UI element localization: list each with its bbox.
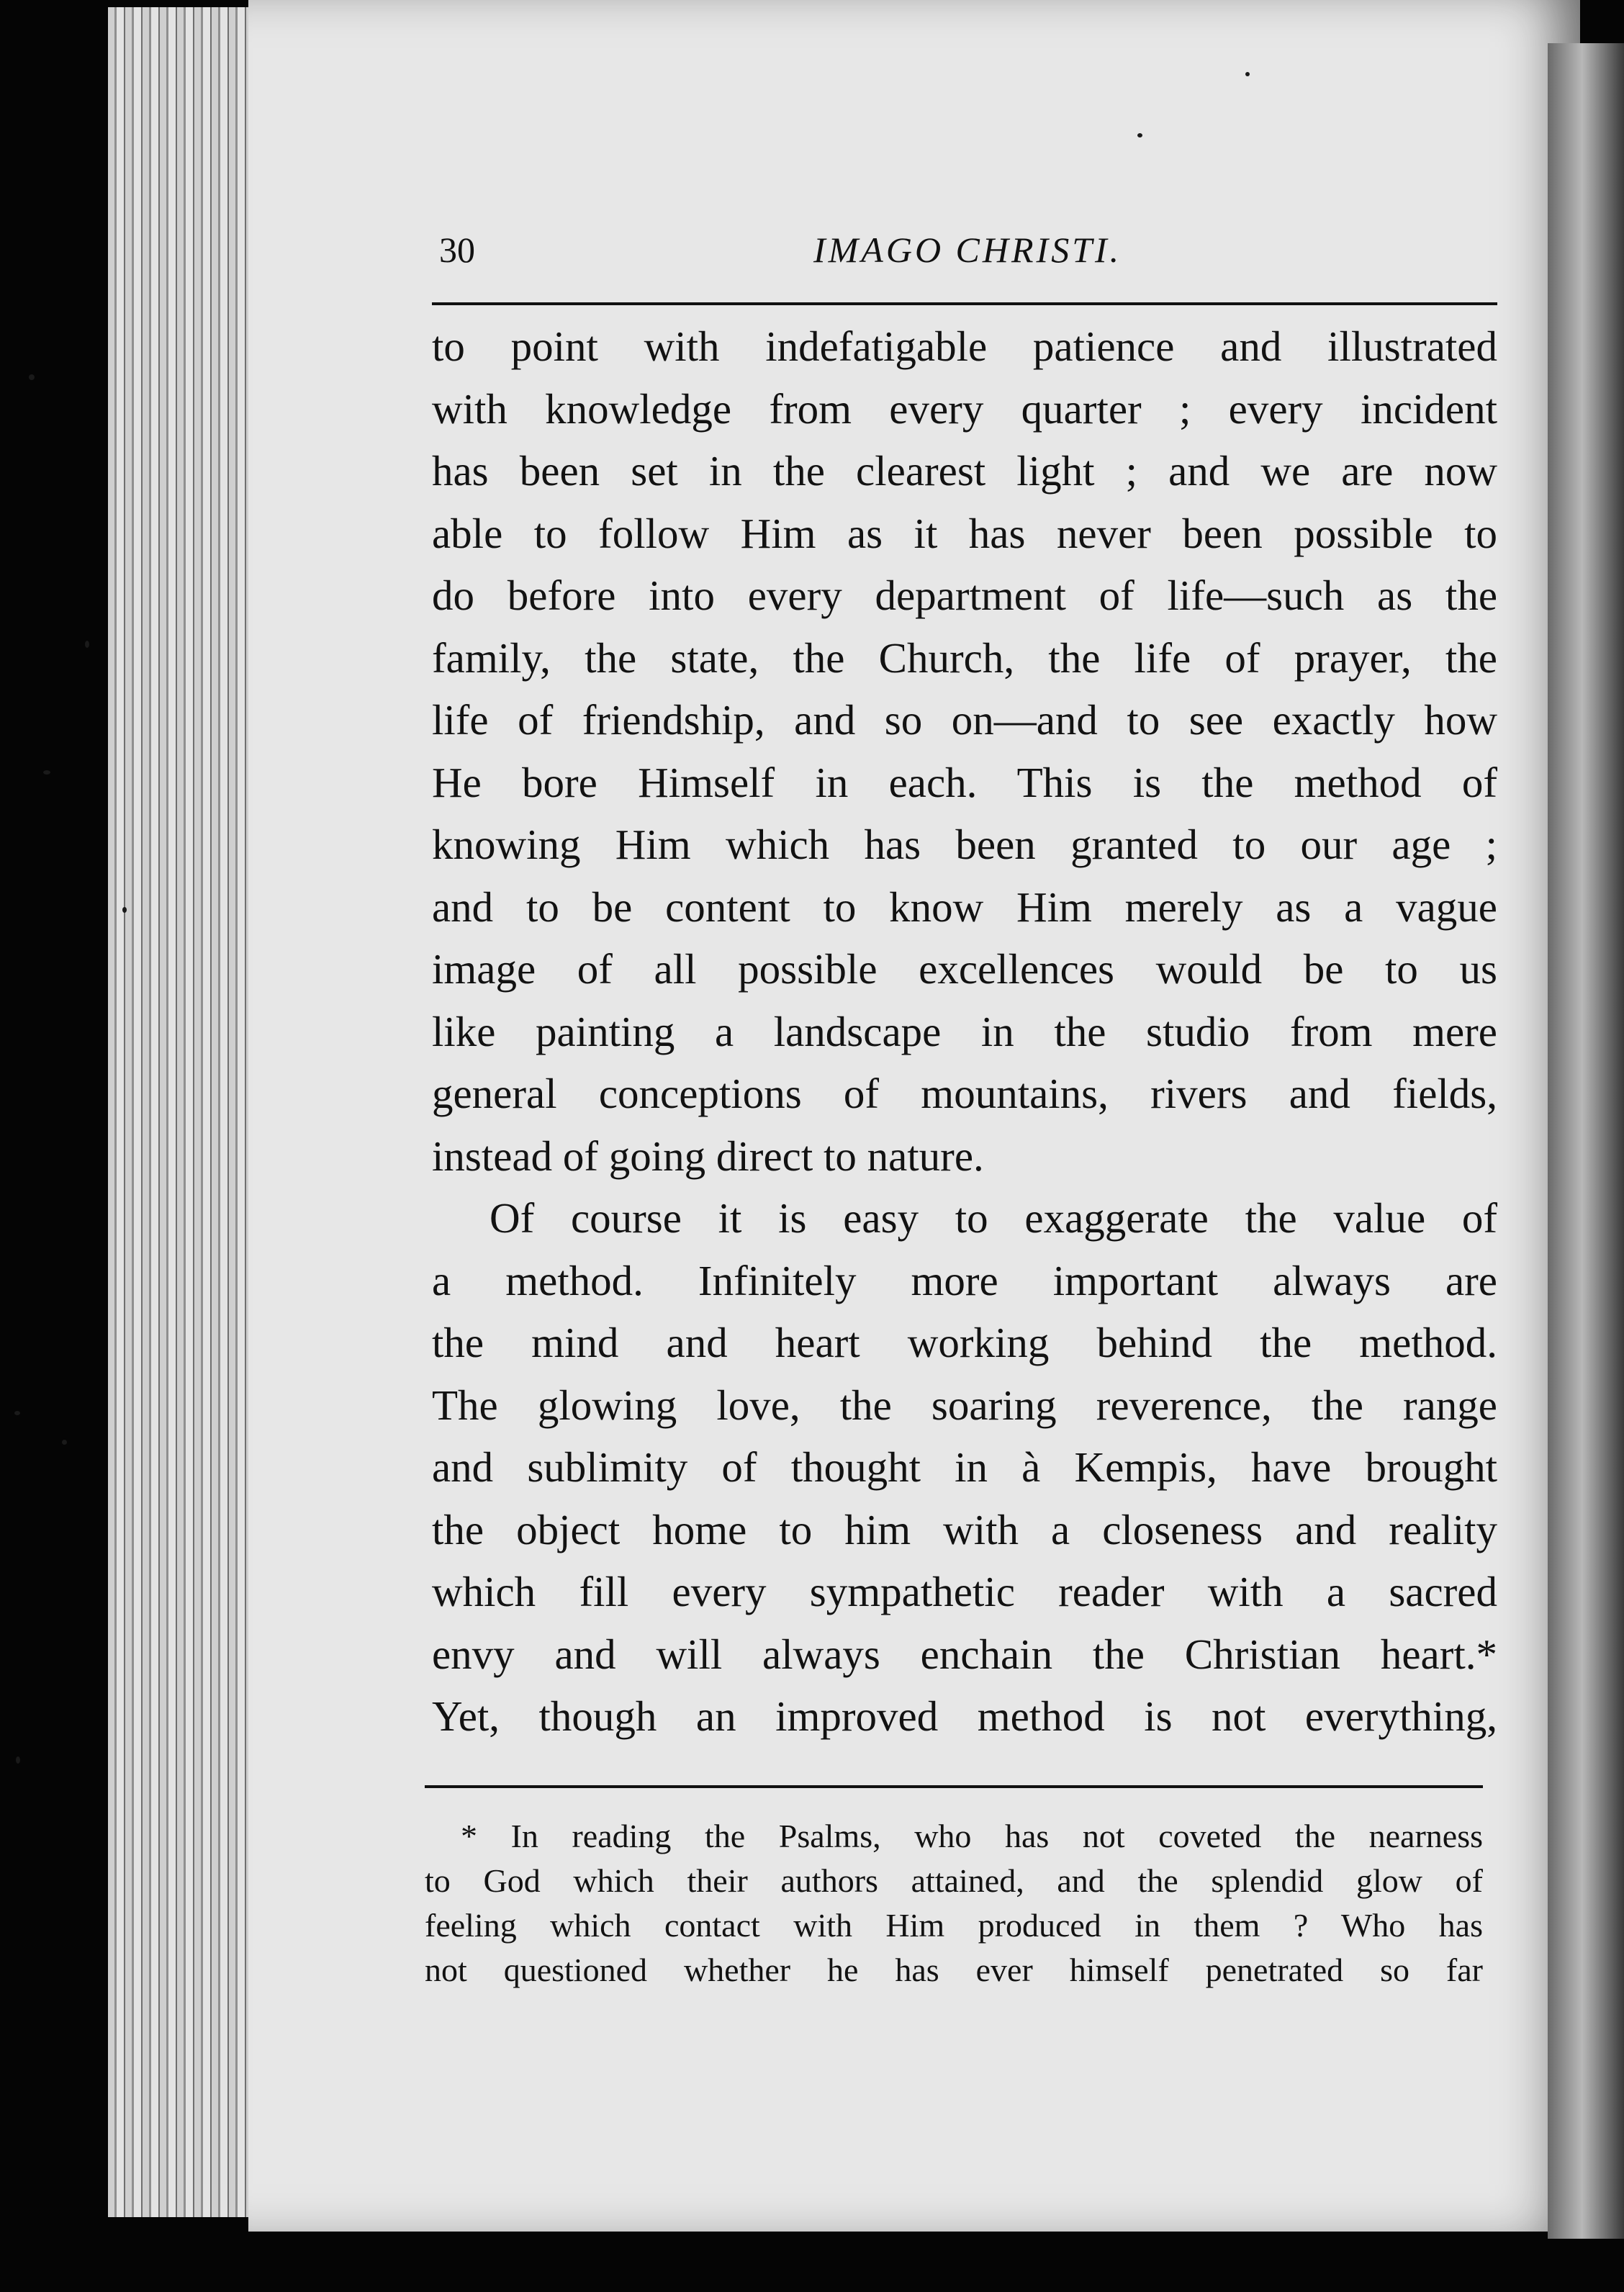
text-line: able to follow Him as it has never been possible to (432, 509, 1497, 557)
header-rule (432, 302, 1497, 305)
text-line: He bore Himself in each. This is the method of (432, 758, 1497, 806)
page-number: 30 (439, 230, 475, 270)
footnote-line: to God which their authors attained, and the splendid glow of (425, 1862, 1483, 1899)
text-line: the mind and heart working behind the method. (432, 1319, 1497, 1366)
footnote-rule (425, 1785, 1483, 1788)
text-line: do before into every department of life—such as the (432, 572, 1497, 619)
text-line: has been set in the clearest light ; and we are now (432, 447, 1497, 495)
footnote-line: not questioned whether he has ever himself penetrated so far (425, 1952, 1483, 1988)
text-line: instead of going direct to nature. (432, 1132, 984, 1180)
footnote-line: * In reading the Psalms, who has not coveted the nearness (461, 1818, 1483, 1854)
text-line: the object home to him with a closeness and reality (432, 1505, 1497, 1553)
running-header (439, 229, 1497, 286)
text-line: family, the state, the Church, the life of prayer, the (432, 633, 1497, 682)
text-line: and sublimity of thought in à Kempis, have brought (432, 1443, 1497, 1491)
text-line: Of course it is easy to exaggerate the value of (490, 1194, 1497, 1242)
running-title: IMAGO CHRISTI. (813, 230, 1122, 270)
scan-border (0, 2239, 1624, 2292)
text-line: a method. Infinitely more important always are (432, 1256, 1497, 1304)
text-line: general conceptions of mountains, rivers and fields, (432, 1070, 1497, 1117)
text-line: which fill every sympathetic reader with a sacred (432, 1568, 1497, 1615)
text-line: image of all possible excellences would be to us (432, 945, 1497, 993)
text-line: like painting a landscape in the studio from mere (432, 1007, 1497, 1055)
text-line: The glowing love, the soaring reverence, the range (432, 1381, 1497, 1429)
facing-page-edge (1548, 43, 1624, 2246)
text-line: with knowledge from every quarter ; every incident (432, 384, 1497, 433)
text-line: and to be content to know Him merely as a vague (432, 883, 1497, 931)
footnote-line: feeling which contact with Him produced in them ? Who has (425, 1907, 1483, 1944)
text-line: to point with indefatigable patience and illustrated (432, 322, 1497, 370)
text-line: knowing Him which has been granted to our age ; (432, 821, 1497, 868)
body-text (432, 315, 1497, 1748)
text-line: Yet, though an improved method is not everything, (432, 1692, 1497, 1740)
text-line: envy and will always enchain the Christian heart.* (432, 1630, 1497, 1678)
text-line: life of friendship, and so on—and to see exactly how (432, 696, 1497, 744)
footnote (425, 1814, 1483, 1993)
